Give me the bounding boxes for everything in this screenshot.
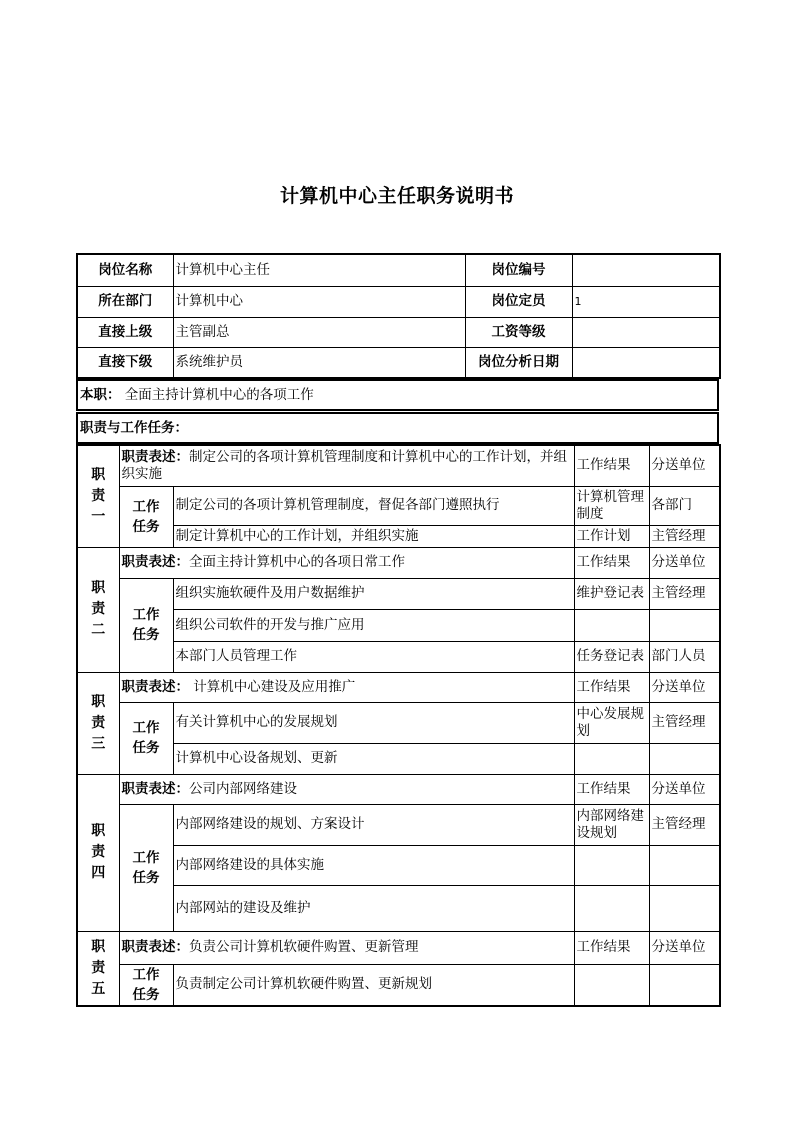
task-label bbox=[119, 578, 173, 672]
send-header: 分送单位 bbox=[649, 547, 720, 578]
duty-desc-row bbox=[77, 445, 720, 486]
position-code-label: 岗位编号 bbox=[465, 254, 572, 286]
duty-desc-label: 职责表述： bbox=[121, 678, 189, 695]
page-title: 计算机中心主任职务说明书 bbox=[279, 185, 514, 207]
duty-desc-text: 公司内部网络建设 bbox=[189, 780, 297, 797]
task-label-line: 任务 bbox=[132, 518, 160, 535]
task-result bbox=[574, 885, 649, 931]
analysis-date-label: 岗位分析日期 bbox=[465, 347, 572, 378]
duty-name bbox=[77, 672, 119, 774]
task-send: 各部门 bbox=[649, 486, 720, 525]
task-result: 工作计划 bbox=[574, 525, 649, 547]
task-text: 本部门人员管理工作 bbox=[173, 641, 574, 672]
position-code-value bbox=[572, 254, 720, 286]
duty-name-char: 责 bbox=[91, 959, 106, 976]
superior-label: 直接上级 bbox=[77, 317, 173, 347]
task-result bbox=[574, 845, 649, 885]
task-result: 内部网络建设规划 bbox=[574, 804, 649, 845]
duty-desc bbox=[119, 931, 574, 964]
position-name-value: 计算机中心主任 bbox=[173, 254, 465, 286]
task-label-line: 工作 bbox=[132, 607, 160, 623]
duty-desc-text: 负责公司计算机软硬件购置、更新管理 bbox=[189, 939, 419, 955]
task-row bbox=[77, 702, 720, 743]
duty-desc bbox=[119, 445, 574, 486]
result-header: 工作结果 bbox=[574, 931, 649, 964]
task-label bbox=[119, 964, 173, 1006]
task-label bbox=[119, 486, 173, 547]
position-name-label: 岗位名称 bbox=[77, 254, 173, 286]
duty-name-char: 职 bbox=[91, 823, 106, 839]
department-label: 所在部门 bbox=[77, 286, 173, 317]
task-result: 任务登记表 bbox=[574, 641, 649, 672]
task-label-line: 任务 bbox=[132, 740, 160, 756]
send-header: 分送单位 bbox=[649, 445, 720, 486]
salary-grade-label: 工资等级 bbox=[465, 317, 572, 347]
task-result bbox=[574, 743, 649, 774]
result-header: 工作结果 bbox=[574, 445, 649, 486]
duty-desc-label: 职责表述： bbox=[121, 780, 189, 797]
info-table bbox=[76, 253, 719, 379]
duty-desc-row bbox=[77, 672, 720, 702]
task-row bbox=[77, 743, 720, 774]
task-result: 计算机管理制度 bbox=[574, 486, 649, 525]
duty-desc-text: 全面主持计算机中心的各项日常工作 bbox=[189, 554, 405, 570]
main-duty-box bbox=[76, 379, 719, 411]
task-label-line: 工作 bbox=[132, 966, 160, 983]
task-send bbox=[649, 964, 720, 1006]
task-row bbox=[77, 609, 720, 641]
subordinate-value: 系统维护员 bbox=[173, 347, 465, 378]
task-row bbox=[77, 964, 720, 1006]
main-duty-row bbox=[77, 380, 718, 410]
task-row bbox=[77, 845, 720, 885]
send-header: 分送单位 bbox=[649, 774, 720, 804]
headcount-label: 岗位定员 bbox=[465, 286, 572, 317]
duty-desc-row bbox=[77, 547, 720, 578]
task-result: 中心发展规划 bbox=[574, 702, 649, 743]
duty-desc bbox=[119, 672, 574, 702]
task-result: 维护登记表 bbox=[574, 578, 649, 609]
task-row bbox=[77, 525, 720, 547]
task-send: 主管经理 bbox=[649, 804, 720, 845]
task-row bbox=[77, 486, 720, 525]
task-text: 组织实施软硬件及用户数据维护 bbox=[173, 578, 574, 609]
duty-name-char: 责 bbox=[91, 487, 106, 504]
main-duty-label: 本职： bbox=[80, 386, 121, 403]
main-duty-text: 全面主持计算机中心的各项工作 bbox=[124, 386, 314, 403]
task-row bbox=[77, 804, 720, 845]
task-label-line: 工作 bbox=[132, 498, 160, 515]
task-label bbox=[119, 702, 173, 774]
task-label-line: 任务 bbox=[132, 986, 160, 1003]
duty-desc bbox=[119, 547, 574, 578]
duties-table-box bbox=[76, 444, 719, 1007]
result-header: 工作结果 bbox=[574, 774, 649, 804]
subordinate-label: 直接下级 bbox=[77, 347, 173, 378]
duty-desc-row bbox=[77, 931, 720, 964]
duties-table bbox=[76, 444, 721, 1007]
duty-name-char: 四 bbox=[91, 865, 106, 881]
send-header: 分送单位 bbox=[649, 672, 720, 702]
headcount-value: 1 bbox=[572, 286, 720, 317]
task-text: 组织公司软件的开发与推广应用 bbox=[173, 609, 574, 641]
task-send: 主管经理 bbox=[649, 525, 720, 547]
task-row bbox=[77, 641, 720, 672]
task-text: 制定计算机中心的工作计划，并组织实施 bbox=[173, 525, 574, 547]
duty-name bbox=[77, 774, 119, 931]
duty-name-char: 责 bbox=[91, 601, 106, 617]
task-send: 主管经理 bbox=[649, 578, 720, 609]
duties-header: 职责与工作任务： bbox=[77, 413, 718, 443]
result-header: 工作结果 bbox=[574, 547, 649, 578]
task-text: 内部网络建设的具体实施 bbox=[173, 845, 574, 885]
duty-name-char: 职 bbox=[91, 693, 106, 710]
department-value: 计算机中心 bbox=[173, 286, 465, 317]
duty-name-char: 五 bbox=[91, 980, 106, 997]
task-send bbox=[649, 885, 720, 931]
task-label-line: 任务 bbox=[132, 627, 160, 643]
duty-name-char: 三 bbox=[91, 735, 106, 752]
task-send bbox=[649, 845, 720, 885]
duty-name-char: 责 bbox=[91, 844, 106, 860]
superior-value: 主管副总 bbox=[173, 317, 465, 347]
task-text: 内部网站的建设及维护 bbox=[173, 885, 574, 931]
send-header: 分送单位 bbox=[649, 931, 720, 964]
task-label-line: 工作 bbox=[132, 849, 160, 866]
task-send: 主管经理 bbox=[649, 702, 720, 743]
task-text: 内部网络建设的规划、方案设计 bbox=[173, 804, 574, 845]
duty-desc-label: 职责表述： bbox=[121, 554, 189, 570]
task-label-line: 任务 bbox=[132, 869, 160, 886]
task-label-line: 工作 bbox=[132, 720, 160, 736]
task-row bbox=[77, 578, 720, 609]
duty-name-char: 责 bbox=[91, 714, 106, 731]
duty-name bbox=[77, 931, 119, 1006]
duty-desc bbox=[119, 774, 574, 804]
task-text: 制定公司的各项计算机管理制度，督促各部门遵照执行 bbox=[173, 486, 574, 525]
duties-header-box bbox=[76, 412, 719, 444]
task-result bbox=[574, 609, 649, 641]
task-label bbox=[119, 804, 173, 931]
duty-name-char: 职 bbox=[91, 580, 106, 596]
result-header: 工作结果 bbox=[574, 672, 649, 702]
duty-name bbox=[77, 547, 119, 672]
duty-desc-label: 职责表述： bbox=[121, 448, 189, 465]
task-result bbox=[574, 964, 649, 1006]
duty-name-char: 职 bbox=[91, 938, 106, 955]
duty-desc-text: 计算机中心建设及应用推广 bbox=[189, 678, 356, 695]
task-text: 计算机中心设备规划、更新 bbox=[173, 743, 574, 774]
task-row bbox=[77, 885, 720, 931]
task-send: 部门人员 bbox=[649, 641, 720, 672]
analysis-date-value bbox=[572, 347, 720, 378]
duty-desc-text: 制定公司的各项计算机管理制度和计算机中心的工作计划，并组织实施 bbox=[121, 448, 567, 482]
duty-name-char: 二 bbox=[91, 622, 106, 638]
salary-grade-value bbox=[572, 317, 720, 347]
duty-name-char: 一 bbox=[91, 508, 106, 525]
task-text: 负责制定公司计算机软硬件购置、更新规划 bbox=[173, 964, 574, 1006]
duty-name bbox=[77, 445, 119, 547]
task-send bbox=[649, 743, 720, 774]
task-send bbox=[649, 609, 720, 641]
duty-desc-label: 职责表述： bbox=[121, 939, 189, 955]
task-text: 有关计算机中心的发展规划 bbox=[173, 702, 574, 743]
duty-desc-row bbox=[77, 774, 720, 804]
duty-name-char: 职 bbox=[91, 466, 106, 483]
